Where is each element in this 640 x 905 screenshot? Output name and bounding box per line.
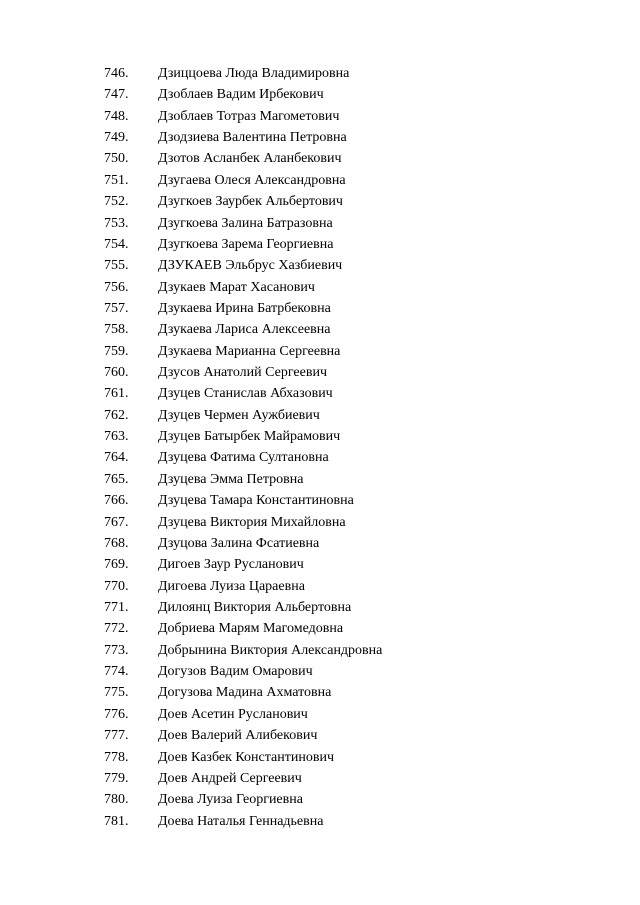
entry-number: 778. bbox=[104, 749, 129, 765]
list-item bbox=[0, 447, 640, 468]
entry-full-name: Дзуцев Чермен Аужбиевич bbox=[158, 407, 320, 423]
entry-number: 764. bbox=[104, 450, 129, 466]
entry-number: 756. bbox=[104, 279, 129, 295]
entry-number: 761. bbox=[104, 386, 129, 402]
entry-full-name: Доев Андрей Сергеевич bbox=[158, 770, 302, 786]
entry-number: 757. bbox=[104, 300, 129, 316]
entry-full-name: Добрынина Виктория Александровна bbox=[158, 642, 383, 658]
list-item bbox=[0, 63, 640, 84]
entry-number: 775. bbox=[104, 685, 129, 701]
entry-number: 772. bbox=[104, 621, 129, 637]
list-item bbox=[0, 554, 640, 575]
entry-full-name: Дзодзиева Валентина Петровна bbox=[158, 130, 347, 146]
list-item bbox=[0, 170, 640, 191]
entry-number: 752. bbox=[104, 194, 129, 210]
list-item bbox=[0, 255, 640, 276]
list-item bbox=[0, 405, 640, 426]
entry-number: 755. bbox=[104, 258, 129, 274]
entry-full-name: Дзугкоева Залина Батразовна bbox=[158, 215, 333, 231]
entry-full-name: Дзуцова Залина Фсатиевна bbox=[158, 535, 320, 551]
entry-full-name: Дзоблаев Вадим Ирбекович bbox=[158, 87, 324, 103]
entry-number: 760. bbox=[104, 365, 129, 381]
entry-full-name: Дзуцева Тамара Константиновна bbox=[158, 493, 354, 509]
entry-number: 748. bbox=[104, 108, 129, 124]
list-item bbox=[0, 148, 640, 169]
entry-number: 767. bbox=[104, 514, 129, 530]
entry-full-name: Дзугкоев Заурбек Альбертович bbox=[158, 194, 343, 210]
entry-full-name: Дзукаева Марианна Сергеевна bbox=[158, 343, 341, 359]
entry-number: 753. bbox=[104, 215, 129, 231]
entry-number: 774. bbox=[104, 664, 129, 680]
list-item bbox=[0, 362, 640, 383]
entry-full-name: Дзугаева Олеся Александровна bbox=[158, 172, 346, 188]
entry-number: 765. bbox=[104, 471, 129, 487]
list-item bbox=[0, 277, 640, 298]
list-item bbox=[0, 426, 640, 447]
entry-full-name: Дзиццоева Люда Владимировна bbox=[158, 66, 350, 81]
entry-number: 758. bbox=[104, 322, 129, 338]
entry-number: 780. bbox=[104, 792, 129, 808]
list-item bbox=[0, 725, 640, 746]
list-item bbox=[0, 512, 640, 533]
entry-number: 766. bbox=[104, 493, 129, 509]
entry-number: 759. bbox=[104, 343, 129, 359]
entry-full-name: Догузов Вадим Омарович bbox=[158, 664, 313, 680]
entry-full-name: Доева Наталья Геннадьевна bbox=[158, 813, 324, 829]
entry-number: 773. bbox=[104, 642, 129, 658]
list-item bbox=[0, 661, 640, 682]
entry-number: 768. bbox=[104, 535, 129, 551]
list-item bbox=[0, 704, 640, 725]
entry-number: 762. bbox=[104, 407, 129, 423]
entry-number: 754. bbox=[104, 236, 129, 252]
entry-full-name: Дигоева Луиза Цараевна bbox=[158, 578, 305, 594]
entry-full-name: ДЗУКАЕВ Эльбрус Хазбиевич bbox=[158, 258, 343, 274]
list-item bbox=[0, 298, 640, 319]
entry-full-name: Дзуцев Станислав Абхазович bbox=[158, 386, 333, 402]
entry-full-name: Дигоев Заур Русланович bbox=[158, 557, 304, 573]
list-item bbox=[0, 490, 640, 511]
entry-number: 781. bbox=[104, 813, 129, 829]
entry-number: 776. bbox=[104, 706, 129, 722]
entry-full-name: Дзуцева Фатима Султановна bbox=[158, 450, 329, 466]
list-item bbox=[0, 191, 640, 212]
entry-number: 779. bbox=[104, 770, 129, 786]
entry-full-name: Дзуцева Виктория Михайловна bbox=[158, 514, 346, 530]
list-item bbox=[0, 234, 640, 255]
entry-full-name: Дилоянц Виктория Альбертовна bbox=[158, 599, 352, 615]
entry-full-name: Доев Казбек Константинович bbox=[158, 749, 334, 765]
list-item bbox=[0, 682, 640, 703]
entry-full-name: Дзукаева Ирина Батрбековна bbox=[158, 300, 331, 316]
list-item bbox=[0, 341, 640, 362]
entry-number: 749. bbox=[104, 130, 129, 146]
entry-number: 751. bbox=[104, 172, 129, 188]
entry-full-name: Доев Асетин Русланович bbox=[158, 706, 308, 722]
entry-number: 763. bbox=[104, 429, 129, 445]
names-list bbox=[0, 63, 640, 832]
list-item bbox=[0, 768, 640, 789]
entry-full-name: Добриева Марям Магомедовна bbox=[158, 621, 344, 637]
entry-full-name: Дзотов Асланбек Аланбекович bbox=[158, 151, 342, 167]
list-item bbox=[0, 789, 640, 810]
entry-number: 750. bbox=[104, 151, 129, 167]
entry-number: 747. bbox=[104, 87, 129, 103]
list-item bbox=[0, 618, 640, 639]
list-item bbox=[0, 747, 640, 768]
list-item bbox=[0, 576, 640, 597]
entry-full-name: Дзугкоева Зарема Георгиевна bbox=[158, 236, 334, 252]
entry-full-name: Дзуцева Эмма Петровна bbox=[158, 471, 304, 487]
entry-number: 777. bbox=[104, 728, 129, 744]
list-item bbox=[0, 84, 640, 105]
entry-full-name: Доева Луиза Георгиевна bbox=[158, 792, 303, 808]
list-item bbox=[0, 597, 640, 618]
list-item bbox=[0, 533, 640, 554]
entry-full-name: Дзуцев Батырбек Майрамович bbox=[158, 429, 341, 445]
entry-full-name: Дзусов Анатолий Сергеевич bbox=[158, 365, 327, 381]
entry-number: 746. bbox=[104, 66, 129, 81]
list-item bbox=[0, 469, 640, 490]
entry-full-name: Догузова Мадина Ахматовна bbox=[158, 685, 332, 701]
list-item bbox=[0, 640, 640, 661]
entry-full-name: Дзукаева Лариса Алексеевна bbox=[158, 322, 331, 338]
list-item bbox=[0, 319, 640, 340]
list-item bbox=[0, 213, 640, 234]
entry-number: 770. bbox=[104, 578, 129, 594]
entry-number: 769. bbox=[104, 557, 129, 573]
list-item bbox=[0, 383, 640, 404]
entry-full-name: Дзоблаев Тотраз Магометович bbox=[158, 108, 340, 124]
entry-full-name: Доев Валерий Алибекович bbox=[158, 728, 318, 744]
list-item bbox=[0, 811, 640, 832]
list-item bbox=[0, 127, 640, 148]
entry-number: 771. bbox=[104, 599, 129, 615]
entry-full-name: Дзукаев Марат Хасанович bbox=[158, 279, 315, 295]
list-item bbox=[0, 106, 640, 127]
